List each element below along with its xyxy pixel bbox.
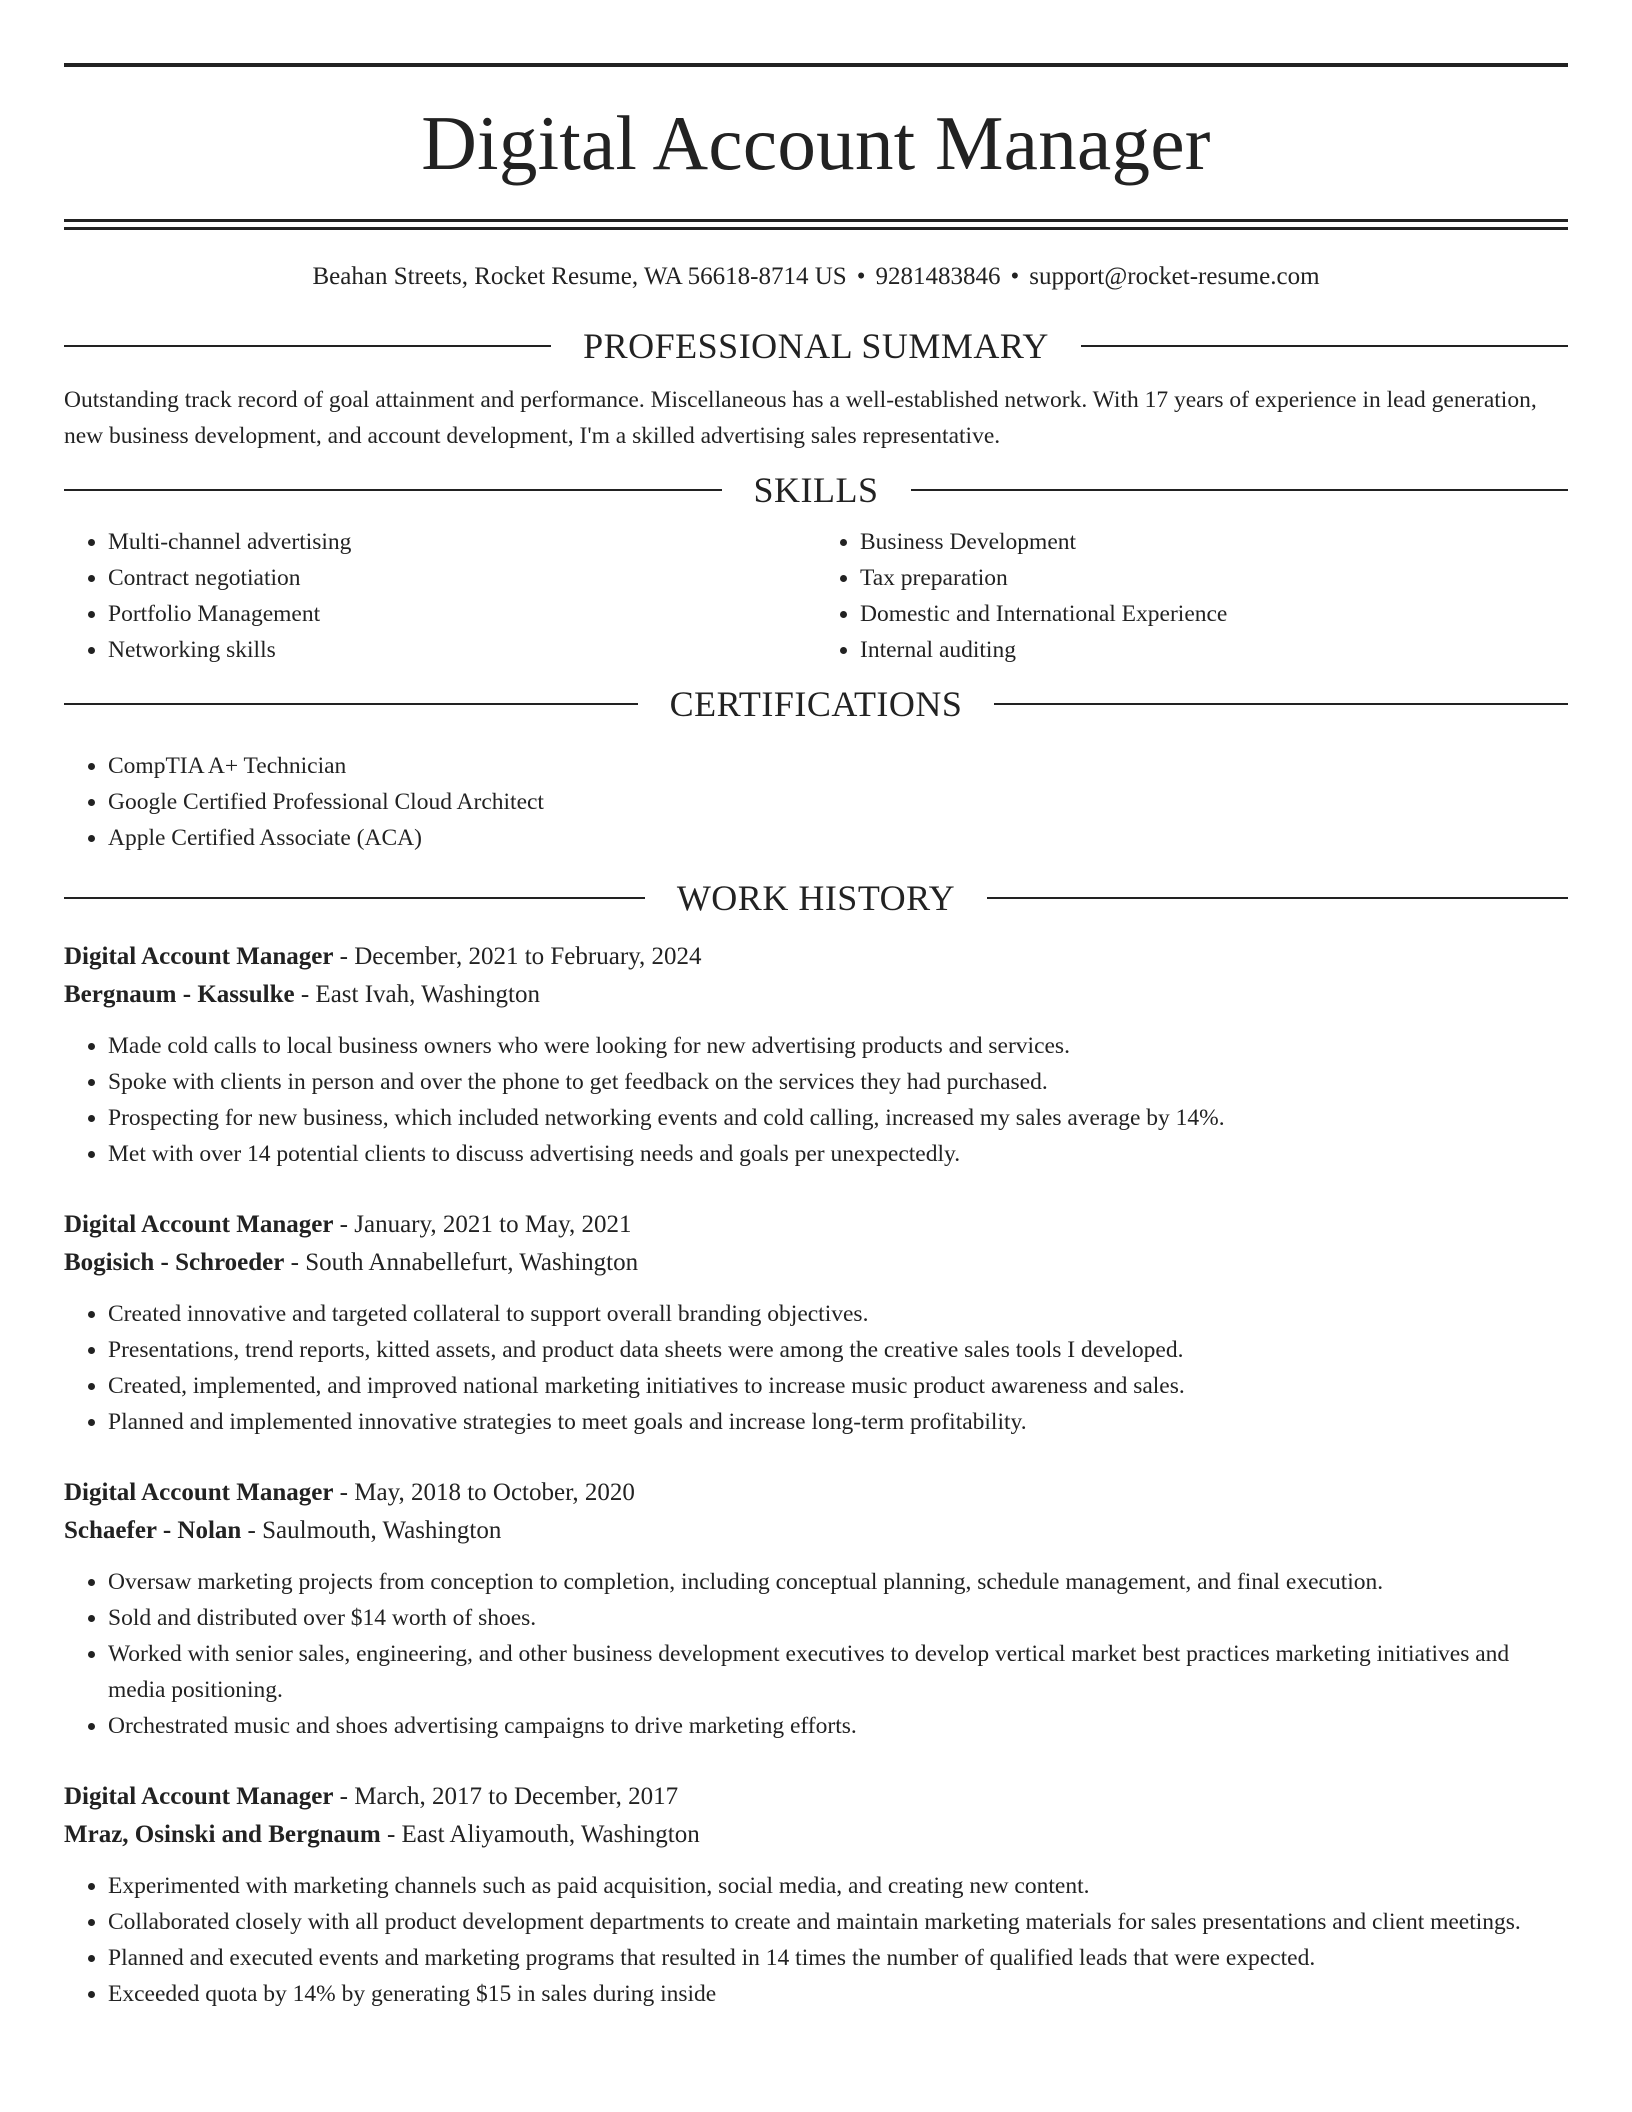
job-bullet: • Orchestrated music and shoes advertising campaigns to drive marketing efforts. — [108, 1708, 1568, 1744]
resume-page — [64, 0, 1568, 2012]
heading-rule-right — [987, 897, 1568, 899]
work-history-heading — [64, 876, 1568, 920]
job-company-line — [64, 1244, 1568, 1282]
skill-item: • Contract negotiation — [108, 560, 816, 596]
summary-heading-label: PROFESSIONAL SUMMARY — [583, 326, 1049, 366]
summary-text: Outstanding track record of goal attainment and performance. Miscellaneous has a well-established network. With 17 years of experience in lead generation, new business development, and account development, I'm a skilled advertising sales representative. — [64, 387, 1537, 449]
job-bullet: • Planned and implemented innovative strategies to meet goals and increase long-term profitability. — [108, 1404, 1568, 1440]
job-entry — [64, 938, 1568, 1172]
skill-item: • Tax preparation — [860, 560, 1568, 596]
job-title-line — [64, 1206, 1568, 1244]
dash: - — [294, 981, 316, 1008]
skills-heading-label: SKILLS — [753, 470, 879, 510]
heading-rule-left — [64, 897, 645, 899]
job-bullet: • Made cold calls to local business owners who were looking for new advertising products and services. — [108, 1028, 1568, 1064]
heading-rule-left — [64, 489, 722, 491]
skill-item: • Internal auditing — [860, 632, 1568, 668]
job-location: East Ivah, Washington — [315, 981, 540, 1008]
certifications-heading-label: CERTIFICATIONS — [669, 684, 963, 724]
contact-email: support@rocket-resume.com — [1029, 263, 1320, 290]
title-double-rule — [64, 219, 1568, 230]
dash: - — [284, 1249, 306, 1276]
job-title-line — [64, 1778, 1568, 1816]
work-history-heading-label: WORK HISTORY — [676, 878, 956, 918]
dash: - — [241, 1517, 263, 1544]
skill-item: • Domestic and International Experience — [860, 596, 1568, 632]
job-bullet: • Oversaw marketing projects from conception to completion, including conceptual planning, schedule management, and final execution. — [108, 1564, 1568, 1600]
certifications-heading — [64, 682, 1568, 726]
dash: - — [333, 943, 355, 970]
job-bullet: • Created, implemented, and improved national marketing initiatives to increase music product awareness and sales. — [108, 1368, 1568, 1404]
job-title: Digital Account Manager — [64, 943, 334, 970]
job-dates: May, 2018 to October, 2020 — [354, 1479, 635, 1506]
job-company: Mraz, Osinski and Bergnaum — [64, 1821, 381, 1848]
certification-item: • CompTIA A+ Technician — [108, 748, 1568, 784]
heading-rule-left — [64, 345, 551, 347]
job-dates: March, 2017 to December, 2017 — [354, 1783, 679, 1810]
skills-column-right — [816, 524, 1568, 668]
job-bullet: • Planned and executed events and marketing programs that resulted in 14 times the number of qualified leads that were expected. — [108, 1940, 1568, 1976]
job-company: Schaefer - Nolan — [64, 1517, 242, 1544]
contact-address: Beahan Streets, Rocket Resume, WA 56618-8714 US — [312, 263, 847, 290]
dash: - — [333, 1783, 355, 1810]
contact-separator: • — [856, 263, 866, 290]
certification-item: • Google Certified Professional Cloud Architect — [108, 784, 1568, 820]
certification-item: • Apple Certified Associate (ACA) — [108, 820, 1568, 856]
contact-separator: • — [1010, 263, 1020, 290]
skills-column-left — [64, 524, 816, 668]
job-company: Bergnaum - Kassulke — [64, 981, 295, 1008]
dash: - — [333, 1479, 355, 1506]
resume-title: Digital Account Manager — [421, 100, 1211, 186]
job-title: Digital Account Manager — [64, 1211, 334, 1238]
job-bullets — [64, 1868, 1568, 2012]
job-bullet: • Met with over 14 potential clients to discuss advertising needs and goals per unexpectedly. — [108, 1136, 1568, 1172]
job-bullet: • Worked with senior sales, engineering, and other business development executives to develop vertical market best practices marketing initiatives and media positioning. — [108, 1636, 1568, 1708]
skill-item: • Business Development — [860, 524, 1568, 560]
top-rule — [64, 63, 1568, 67]
job-bullets — [64, 1564, 1568, 1744]
job-bullet: • Created innovative and targeted collateral to support overall branding objectives. — [108, 1296, 1568, 1332]
job-entry — [64, 1474, 1568, 1744]
job-bullet: • Prospecting for new business, which included networking events and cold calling, increased my sales average by 14%. — [108, 1100, 1568, 1136]
heading-rule-right — [994, 703, 1568, 705]
job-bullets — [64, 1028, 1568, 1172]
heading-rule-left — [64, 703, 638, 705]
certifications-list — [64, 748, 1568, 856]
job-dates: December, 2021 to February, 2024 — [354, 943, 702, 970]
job-location: East Aliyamouth, Washington — [401, 1821, 700, 1848]
skills-list — [64, 524, 1568, 668]
job-bullets — [64, 1296, 1568, 1440]
job-location: Saulmouth, Washington — [262, 1517, 502, 1544]
job-company-line — [64, 1816, 1568, 1854]
job-company: Bogisich - Schroeder — [64, 1249, 285, 1276]
skill-item: • Portfolio Management — [108, 596, 816, 632]
job-bullet: • Exceeded quota by 14% by generating $15 in sales during inside — [108, 1976, 1568, 2012]
job-bullet: • Collaborated closely with all product development departments to create and maintain marketing materials for sales presentations and client meetings. — [108, 1904, 1568, 1940]
job-bullet: • Sold and distributed over $14 worth of shoes. — [108, 1600, 1568, 1636]
dash: - — [333, 1211, 355, 1238]
job-bullet: • Presentations, trend reports, kitted assets, and product data sheets were among the creative sales tools I developed. — [108, 1332, 1568, 1368]
job-entry — [64, 1778, 1568, 2012]
heading-rule-right — [911, 489, 1569, 491]
skill-item: • Multi-channel advertising — [108, 524, 816, 560]
summary-heading — [64, 324, 1568, 368]
dash: - — [380, 1821, 402, 1848]
job-bullet: • Experimented with marketing channels such as paid acquisition, social media, and creating new content. — [108, 1868, 1568, 1904]
contact-phone: 9281483846 — [875, 263, 1001, 290]
contact-line — [64, 260, 1568, 294]
heading-rule-right — [1081, 345, 1568, 347]
job-title: Digital Account Manager — [64, 1783, 334, 1810]
job-company-line — [64, 976, 1568, 1014]
job-location: South Annabellefurt, Washington — [305, 1249, 639, 1276]
job-title-line — [64, 938, 1568, 976]
skill-item: • Networking skills — [108, 632, 816, 668]
skills-heading — [64, 468, 1568, 512]
job-company-line — [64, 1512, 1568, 1550]
job-bullet: • Spoke with clients in person and over the phone to get feedback on the services they had purchased. — [108, 1064, 1568, 1100]
job-dates: January, 2021 to May, 2021 — [354, 1211, 632, 1238]
job-entry — [64, 1206, 1568, 1440]
job-title: Digital Account Manager — [64, 1479, 334, 1506]
job-title-line — [64, 1474, 1568, 1512]
